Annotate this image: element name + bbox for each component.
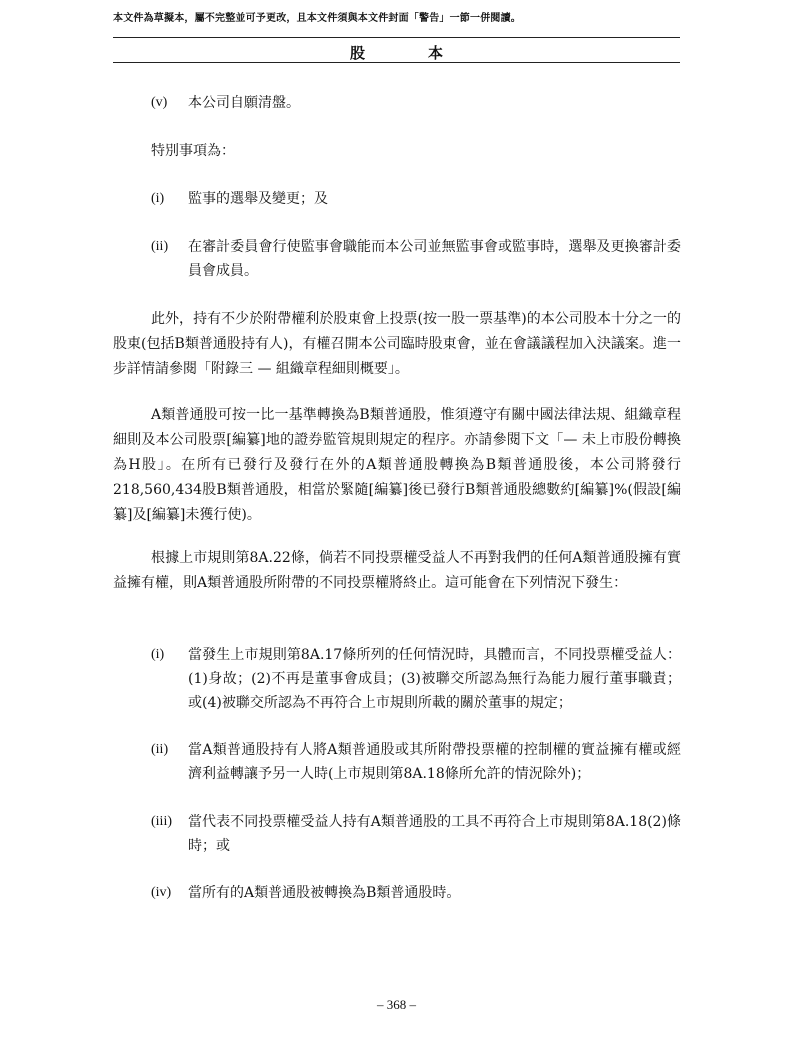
list-item-number: (ii) [151, 742, 169, 757]
list-item-text: 當A類普通股持有人將A類普通股或其所附帶投票權的控制權的實益擁有權或經濟利益轉讓予另一人時(上市規則第8A.18條所允許的情況除外)； [188, 742, 681, 782]
list-item-number: (ii) [151, 239, 169, 254]
header-bottom-rule [113, 62, 680, 63]
list-item-number: (iv) [151, 885, 172, 900]
paragraph-class-a-conversion: A類普通股可按一比一基準轉換為B類普通股，惟須遵守有關中國法律法規、組織章程細則及本公司股票[編纂]地的證券監管規則規定的程序。亦請參閱下文「— 未上市股份轉換為H股」。在所有已發行及發行在外的A類普通股轉換為B類普通股後，本公司將發行218,560,434股B類普通股，相當於緊隨[編纂]後已發行B類普通股總數約[編纂]%(假設[編纂]及[編纂]未獲行使)。 [113, 407, 681, 523]
list-item-text: 監事的選舉及變更；及 [188, 191, 328, 207]
list-item-number: (iii) [151, 814, 172, 829]
list-item-number: (v) [151, 95, 168, 110]
list-item-text: 當發生上市規則第8A.17條所列的任何情況時，具體而言，不同投票權受益人：(1)身故；(2)不再是董事會成員；(3)被聯交所認為無行為能力履行董事職責；或(4)被聯交所認為不再符合上市規則所載的關於董事的規定； [188, 647, 681, 711]
list-item-text: 本公司自願清盤。 [188, 95, 300, 111]
list-item-number: (i) [151, 191, 165, 206]
list-item-text: 當所有的A類普通股被轉換為B類普通股時。 [188, 885, 461, 901]
paragraph-weighted-voting-termination: 根據上市規則第8A.22條，倘若不同投票權受益人不再對我們的任何A類普通股擁有實益擁有權，則A類普通股所附帶的不同投票權將終止。這可能會在下列情況下發生： [113, 550, 681, 591]
special-matters-heading: 特別事項為： [151, 143, 235, 159]
list-item-number: (i) [151, 647, 165, 662]
page-number: – 368 – [377, 997, 416, 1012]
paragraph-extraordinary-meeting: 此外，持有不少於附帶權利於股東會上投票(按一股一票基準)的本公司股本十分之一的股東(包括B類普通股持有人)，有權召開本公司臨時股東會，並在會議議程加入決議案。進一步詳情請參閱「附錄三 — 組織章程細則概要」。 [113, 311, 681, 377]
list-item-text: 在審計委員會行使監事會職能而本公司並無監事會或監事時，選舉及更換審計委員會成員。 [188, 239, 681, 279]
header-top-rule [113, 37, 680, 38]
page-title: 股 本 [349, 44, 467, 62]
draft-warning-banner: 本文件為草擬本，屬不完整並可予更改，且本文件須與本文件封面「警告」一節一併閱讀。 [113, 13, 521, 24]
list-item-text: 當代表不同投票權受益人持有A類普通股的工具不再符合上市規則第8A.18(2)條時；或 [188, 814, 681, 854]
